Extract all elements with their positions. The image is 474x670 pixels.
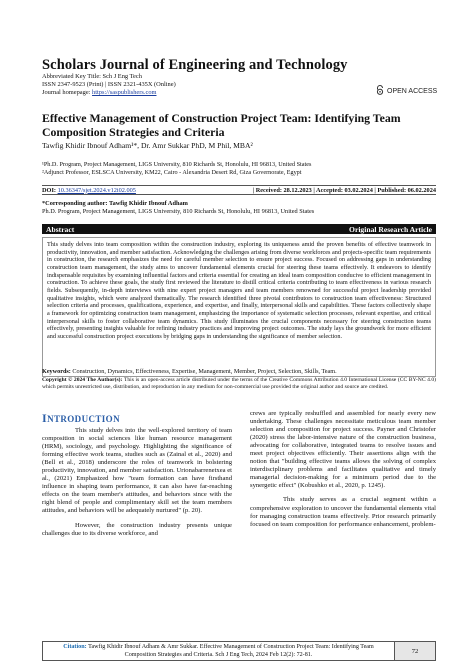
body-paragraph: This study serves as a crucial segment within a comprehensive exploration to uncover the fundamental elements vital for managing construction teams effectively. Prior research primarily focused on team composition for performance enhancement, problem- bbox=[250, 496, 436, 528]
corresponding-author bbox=[42, 200, 314, 216]
citation-label: Citation: bbox=[63, 644, 89, 650]
homepage-label: Journal homepage: bbox=[42, 89, 93, 97]
body-paragraph: crews are typically reshuffled and assembled for nearly every new undertaking. These challenges necessitate meticulous team member selection and composition for project success. Payner and Christofer (2020) stress the labor-intensive nature of the construction business, advocating for collaborative, integrated teams to resolve issues and meet project objectives efficiently. Their assertions align with the notion that "building effective teams allows the solving of complex interdisciplinary problems and facilitates qualitative and timely managerial decision-making for a minimum period due to the synergetic effect" (Kobushko et al., 2020, p. 1245). bbox=[250, 410, 436, 490]
keywords-label: Keywords: bbox=[42, 368, 73, 375]
doi-link[interactable]: 10.36347/sjet.2024.v12i02.005 bbox=[57, 186, 136, 194]
citation-text: Tawfig Khidir Ibnouf Adham & Amr Sukkar. Effective Management of Construction Project Team: Identifying Team Composition Strategies and Criteria. Sch J Eng Tech, 2024 Feb 12(2): 72-81. bbox=[88, 644, 374, 658]
body-paragraph: However, the construction industry presents unique challenges due to its diverse workforce, and bbox=[42, 521, 232, 537]
introduction-heading-rest: NTRODUCTION bbox=[47, 414, 120, 424]
corresponding-author-affiliation: Ph.D. Program, Project Management, LIGS University, 810 Richards St, Honolulu, HI 96813, United States bbox=[42, 207, 315, 215]
abstract-text: This study delves into team composition within the construction industry, exploring its uniqueness amid the proven benefits of effective teamwork in productivity, innovation, and member satisfaction. Acknowledging the challenges arising from diverse workforces and projects-specific team requirements in construction, the research emphasizes the need for careful member selection to ensure project success. Focused on addressing gaps in understanding construction team management, the study aims to uncover fundamental elements crucial for steering these teams effectively. It endeavors to identify indispensable requisites by examining influential factors and criteria essential for creating an ideal team composition conducive to efficient management in construction. To achieve these goals, the study first reviewed the literature to distill critical criteria contributing to team effectiveness in various research fields. Subsequently, in-depth interviews with nine expert project managers and team members renowned for successful project leadership provided qualitative insights, which were analyzed thematically. The research identified three pivotal contributors to construction team effectiveness: Structured selection criteria and processes, qualifications, experience, and expertise, and finally, interpersonal skills and capabilities. These factors collectively shape a framework for optimizing construction team management, emphasizing the importance of systematic selection processes, relevant expertise, and critical interpersonal skills to foster collaborative team dynamics. This study illuminates the crucial components necessary for steering construction teams effectively, presenting insights valuable for refining industry practices and improving project outcomes. The study lays the groundwork for more efficient and successful construction project executions by bridging gaps in understanding the significance of member selection. bbox=[42, 237, 436, 377]
journal-title: Scholars Journal of Engineering and Technology bbox=[42, 57, 348, 73]
introduction-heading-initial: I bbox=[42, 411, 48, 425]
article-title: Effective Management of Construction Project Team: Identifying Team Composition Strategies and Criteria bbox=[42, 111, 401, 139]
affiliation-2: ²Adjunct Professor, ESLSCA University, KM22, Cairo - Alexandria Desert Rd, Giza Governorate, Egypt bbox=[42, 169, 302, 177]
copyright-label: Copyright © 2024 The Author(s): bbox=[42, 377, 124, 383]
journal-homepage bbox=[42, 89, 176, 97]
doi-bar bbox=[42, 185, 436, 195]
body-paragraph: This study delves into the well-explored territory of team composition in social sciences like human resource management (HRM), sociology, and psychology. Highlighting the significance of forming effective work teams, studies such as (Zainal et al., 2020) and (Bell et al., 2018) underscore the roles of teamwork in bolstering productivity, innovation, and member satisfaction. Urionabarrenetxea et al., (2021) Emphasized how "team formation can have firsthand influence in shaping team performance, it can also have far-reaching effects on the team member's attitudes, and behaviors since with the right blend of people and complimentary skill set the team members attitudes, and behaviors will be adequately nurtured" (p. 20). bbox=[42, 427, 232, 515]
abstract-header-bar bbox=[42, 224, 436, 234]
copyright-text: This is an open-access article distributed under the terms of the Creative Commons Attribution 4.0 International License (CC BY-NC 4.0) which permits unrestricted use, distribution, and reproduction in any medium for non-commercial use provided the original author and source are credited. bbox=[42, 377, 436, 390]
abstract-label: Abstract bbox=[46, 224, 75, 234]
body-column-right bbox=[250, 410, 436, 529]
keywords bbox=[42, 368, 436, 376]
journal-abbrev: Abbreviated Key Title: Sch J Eng Tech bbox=[42, 73, 142, 80]
doi bbox=[42, 187, 136, 194]
doi-label: DOI: bbox=[42, 186, 58, 194]
keywords-list: Construction, Dynamics, Effectiveness, Expertise, Management, Member, Project, Selection, Skills, Team. bbox=[72, 368, 337, 375]
affiliation-1: ¹Ph.D. Program, Project Management, LIGS University, 810 Richards St, Honolulu, HI 96813, United States bbox=[42, 161, 312, 168]
open-access-label: OPEN ACCESS bbox=[387, 87, 438, 95]
article-type: Original Research Article bbox=[349, 224, 432, 234]
copyright-notice bbox=[42, 377, 436, 391]
open-access-badge bbox=[376, 85, 437, 97]
article-authors: Tawfig Khidir Ibnouf Adham¹*, Dr. Amr Sukkar PhD, M Phil, MBA² bbox=[42, 141, 253, 150]
page-number: 72 bbox=[395, 641, 436, 661]
affiliations bbox=[42, 161, 311, 177]
article-dates: | Received: 28.12.2023 | Accepted: 03.02.2024 | Published: 06.02.2024 bbox=[252, 186, 436, 194]
introduction-heading bbox=[42, 412, 232, 426]
journal-meta bbox=[42, 73, 176, 98]
homepage-link[interactable]: https://saspublishers.com bbox=[92, 89, 157, 97]
body-column-left bbox=[42, 412, 232, 538]
corresponding-author-label: *Corresponding author: Tawfig Khidir Ibnouf Adham bbox=[42, 200, 188, 207]
citation-box bbox=[42, 641, 395, 661]
open-lock-icon bbox=[376, 85, 384, 97]
journal-issn: ISSN 2347-9523 (Print) | ISSN 2321-435X (Online) bbox=[42, 81, 176, 89]
